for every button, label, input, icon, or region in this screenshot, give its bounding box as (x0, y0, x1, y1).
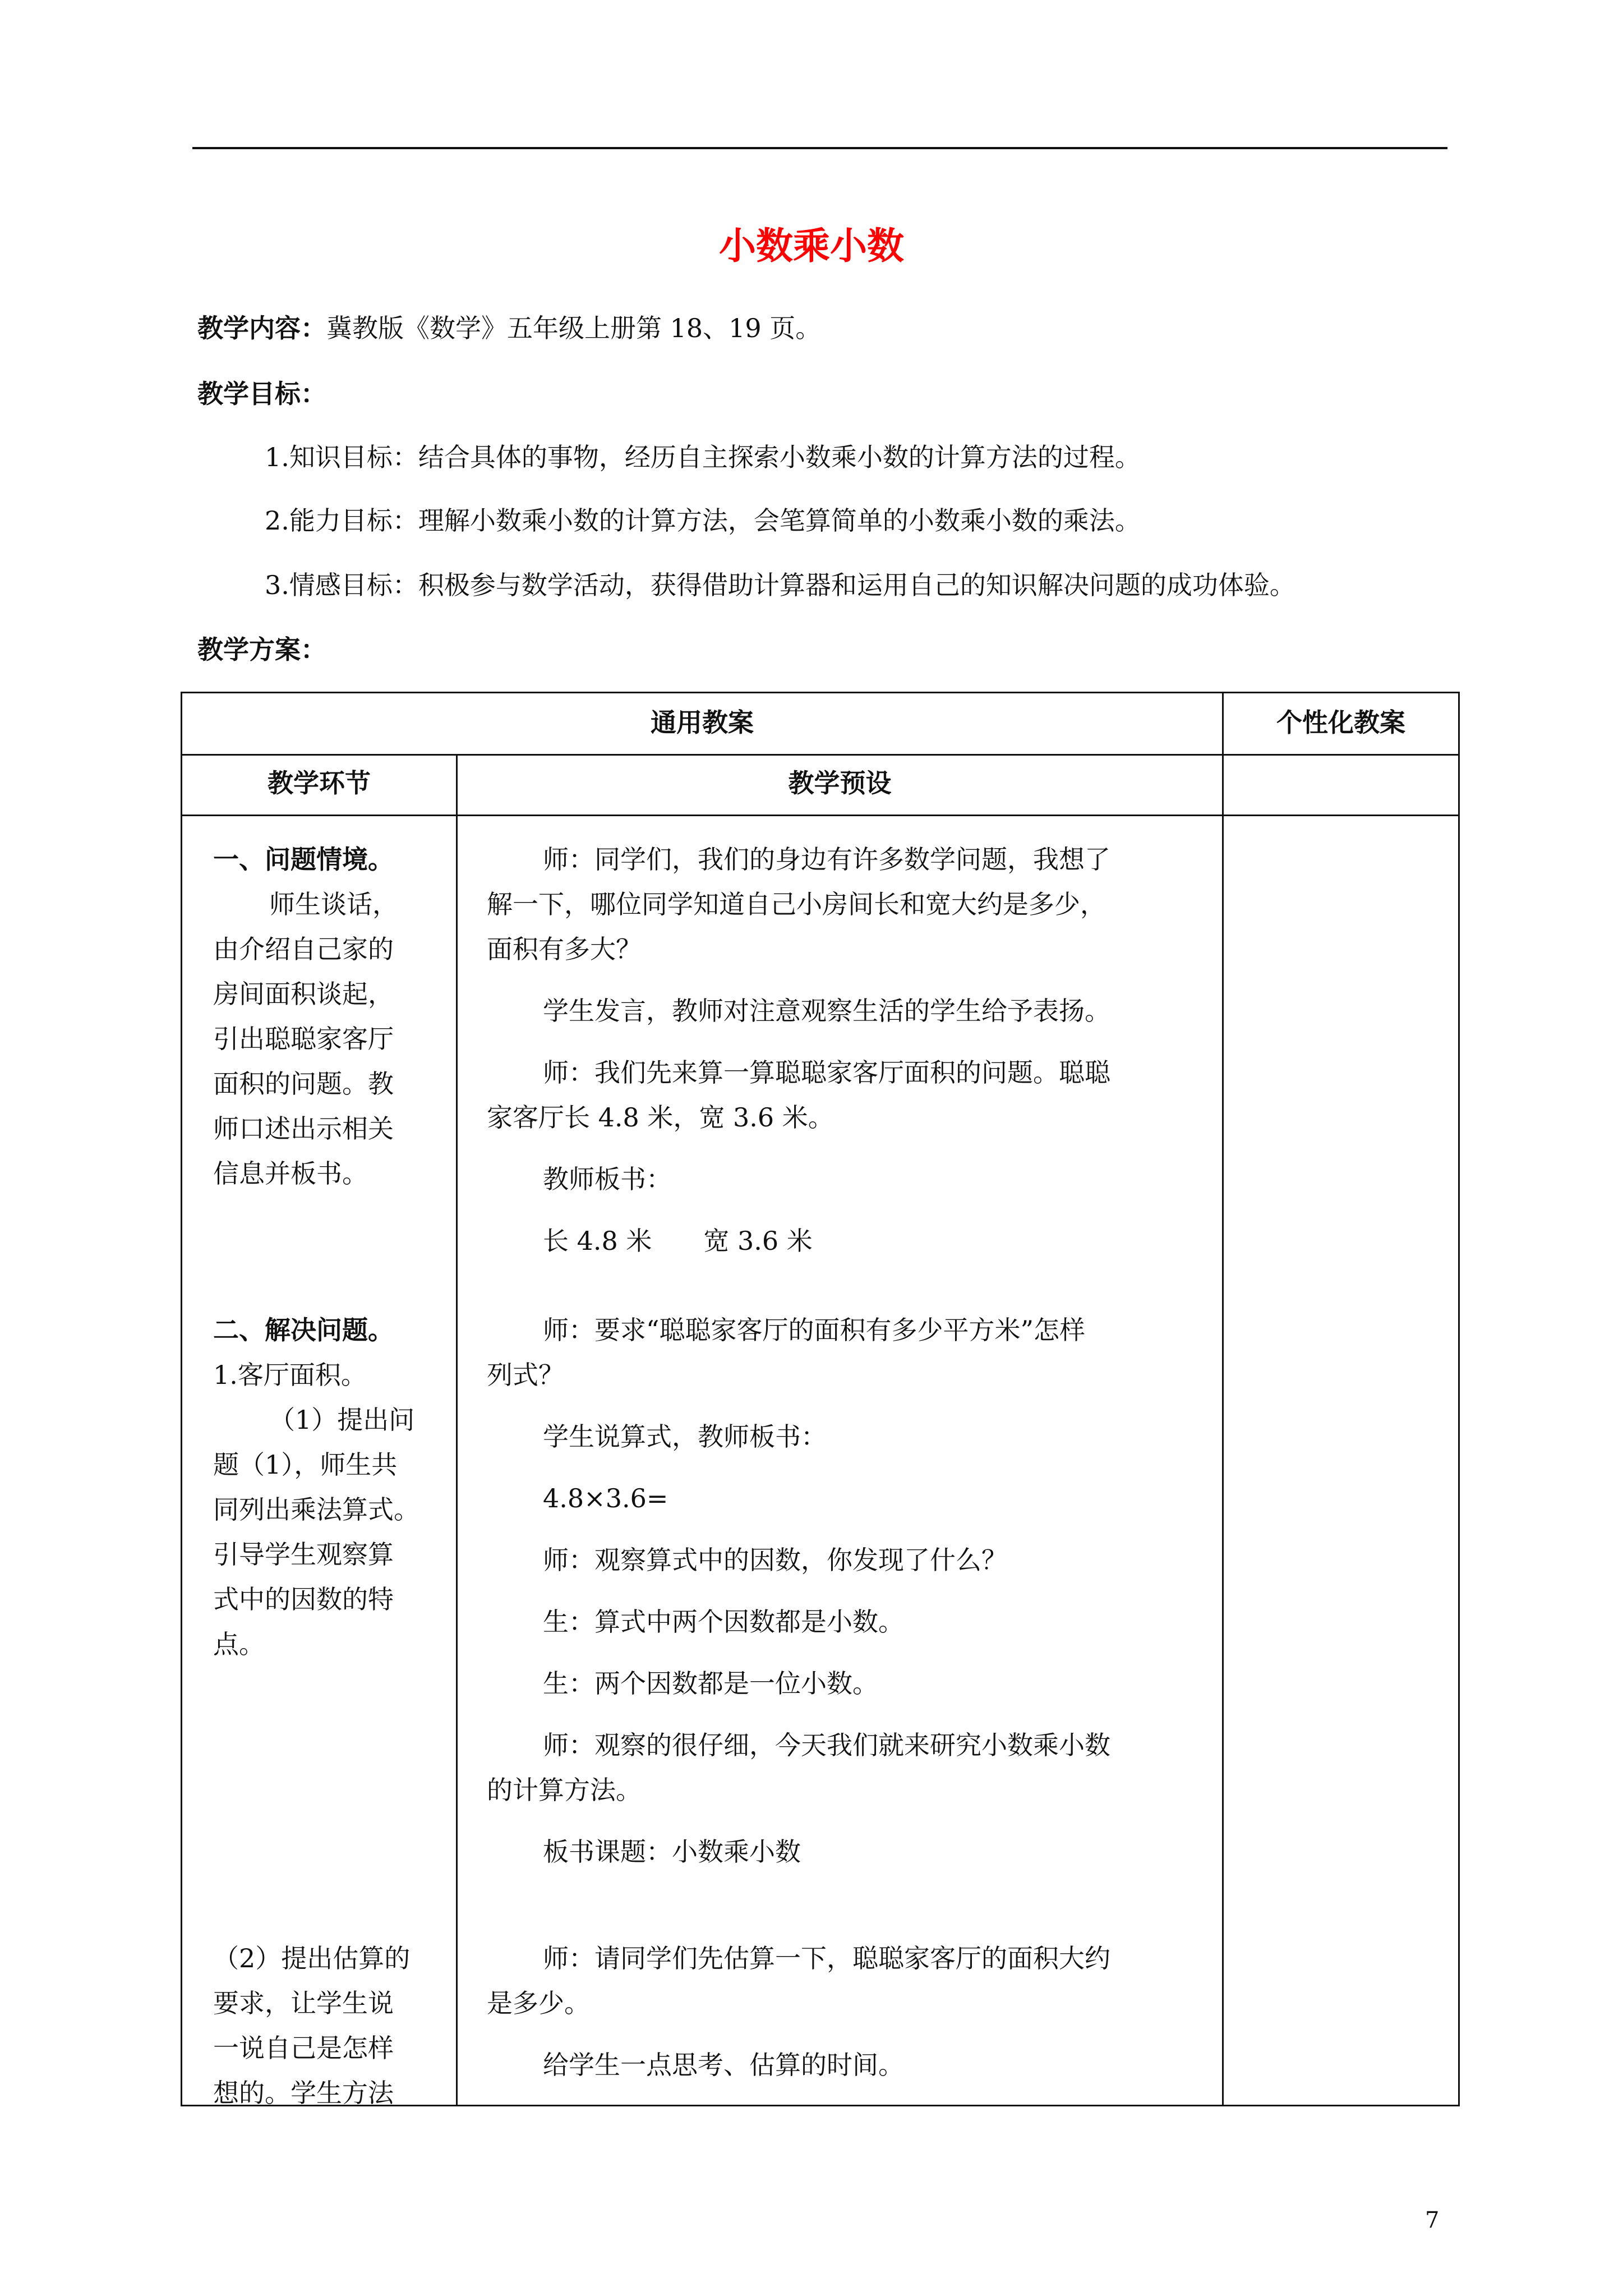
stage-1-line: 师生谈话， (269, 889, 398, 919)
stage-1-line: 引出聪聪家客厅 (213, 1024, 394, 1054)
goal-2: 2.能力目标：理解小数乘小数的计算方法，会笔算简单的小数乘小数的乘法。 (265, 505, 1141, 536)
preset-line: 的计算方法。 (487, 1775, 642, 1805)
stage-3-line: 要求，让学生说 (213, 1988, 394, 2018)
stage-1 (213, 837, 437, 1196)
preset-line: 是多少。 (487, 1988, 590, 2018)
preset-line: 4.8×3.6= (543, 1483, 668, 1513)
stage-2-title: 二、解决问题。 (213, 1315, 394, 1345)
preset-line: 教师板书： (543, 1164, 672, 1194)
preset-block-2 (487, 1308, 1367, 1874)
content-line (197, 311, 821, 345)
preset-line: 家客厅长 4.8 米，宽 3.6 米。 (487, 1102, 834, 1133)
stage-1-line: 信息并板书。 (213, 1158, 368, 1189)
stage-3 (213, 1936, 437, 2115)
header-general: 通用教案 (651, 707, 754, 738)
goal-3: 3.情感目标：积极参与数学活动，获得借助计算器和运用自己的知识解决问题的成功体验。 (265, 570, 1295, 600)
content-label: 教学内容： (197, 313, 326, 343)
preset-line: 生：算式中两个因数都是小数。 (543, 1607, 904, 1637)
header-personal: 个性化教案 (1276, 707, 1405, 738)
preset-line: 师：要求“聪聪家客厅的面积有多少平方米”怎样 (543, 1315, 1086, 1345)
preset-line: 学生发言，教师对注意观察生活的学生给予表扬。 (543, 996, 1110, 1026)
page-number: 7 (1425, 2207, 1440, 2233)
stage-2-line: （1）提出问 (269, 1405, 415, 1435)
stage-2-line: 同列出乘法算式。 (213, 1494, 419, 1525)
preset-line: 师：请同学们先估算一下，聪聪家客厅的面积大约 (543, 1943, 1110, 1973)
table-row-divider (182, 815, 1458, 816)
lesson-table (181, 692, 1460, 2106)
preset-line: 师：观察算式中的因数，你发现了什么？ (543, 1545, 1007, 1575)
preset-line: 长 4.8 米 宽 3.6 米 (543, 1226, 813, 1256)
table-row-divider (182, 754, 1458, 756)
content-text: 冀教版《数学》五年级上册第 18、19 页。 (326, 313, 822, 343)
stage-3-line: 一说自己是怎样 (213, 2033, 394, 2063)
preset-line: 师：我们先来算一算聪聪家客厅面积的问题。聪聪 (543, 1057, 1110, 1088)
preset-line: 列式？ (487, 1360, 564, 1390)
page-title: 小数乘小数 (719, 224, 904, 268)
stage-3-line: （2）提出估算的 (213, 1943, 411, 1973)
col-stage-header: 教学环节 (268, 768, 371, 798)
stage-1-line: 房间面积谈起， (213, 979, 394, 1009)
stage-1-line: 面积的问题。教 (213, 1069, 394, 1099)
stage-3-line: 想的。学生方法 (213, 2078, 394, 2108)
header-rule (192, 147, 1447, 149)
stage-2-line: 题（1），师生共 (213, 1450, 398, 1480)
preset-line: 面积有多大？ (487, 934, 642, 964)
preset-line: 板书课题：小数乘小数 (543, 1837, 801, 1867)
stage-1-line: 由介绍自己家的 (213, 934, 394, 964)
goals-label: 教学目标： (197, 379, 326, 409)
preset-block-3 (487, 1936, 1367, 2087)
stage-1-title: 一、问题情境。 (213, 844, 394, 875)
preset-line: 学生说算式，教师板书： (543, 1421, 827, 1452)
preset-line: 生：两个因数都是一位小数。 (543, 1668, 878, 1699)
preset-line: 给学生一点思考、估算的时间。 (543, 2050, 904, 2080)
stage-2-line: 式中的因数的特 (213, 1584, 394, 1614)
stage-2 (213, 1308, 437, 1667)
preset-line: 师：同学们，我们的身边有许多数学问题，我想了 (543, 844, 1110, 875)
table-col-divider (456, 754, 458, 2105)
col-preset-header: 教学预设 (788, 768, 892, 798)
preset-block-1 (487, 837, 1367, 1263)
preset-line: 师：观察的很仔细，今天我们就来研究小数乘小数 (543, 1730, 1110, 1760)
goal-1: 1.知识目标：结合具体的事物，经历自主探索小数乘小数的计算方法的过程。 (265, 442, 1141, 472)
stage-2-line: 引导学生观察算 (213, 1539, 394, 1570)
stage-1-line: 师口述出示相关 (213, 1114, 394, 1144)
preset-line: 解一下，哪位同学知道自己小房间长和宽大约是多少， (487, 889, 1106, 919)
stage-2-sub: 1.客厅面积。 (213, 1360, 367, 1390)
stage-2-line: 点。 (213, 1629, 265, 1659)
plan-label: 教学方案： (197, 634, 326, 665)
